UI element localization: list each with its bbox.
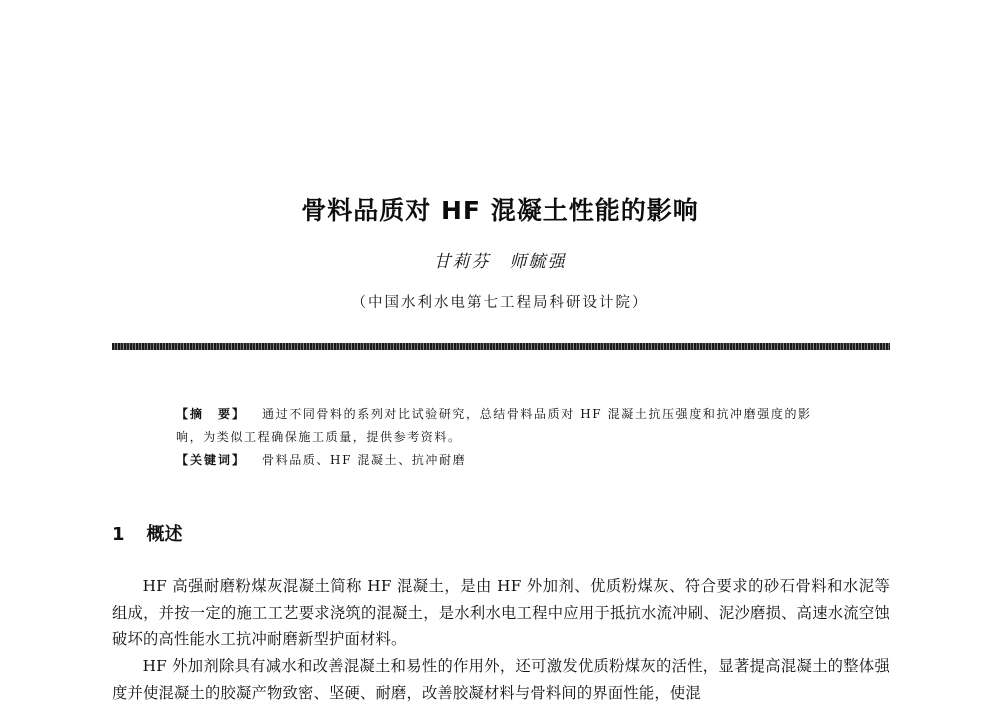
section-number: 1 [112, 524, 125, 545]
keywords-paragraph [176, 449, 836, 472]
paper-authors: 甘莉芬 师毓强 [433, 252, 567, 272]
section-title: 概述 [146, 524, 183, 545]
section-heading [112, 520, 183, 546]
body-paragraph: HF 外加剂除具有减水和改善混凝土和易性的作用外，还可激发优质粉煤灰的活性，显著提高混凝土的整体强度并使混凝土的胶凝产物致密、坚硬、耐磨，改善胶凝材料与骨料间的界面性能，使混 [112, 657, 890, 702]
paper-title: 骨料品质对 HF 混凝土性能的影响 [301, 196, 699, 225]
section-body [112, 573, 890, 707]
abstract-text: 通过不同骨料的系列对比试验研究，总结骨料品质对 HF 混凝土抗压强度和抗冲磨强度的影响，为类似工程确保施工质量，提供参考资料。 [176, 407, 812, 444]
header-divider-rule [112, 343, 890, 350]
keywords-label: 【关键词】 [176, 453, 247, 467]
abstract-paragraph [176, 403, 836, 449]
abstract-label: 【摘 要】 [176, 407, 247, 421]
paper-affiliation: （中国水利水电第七工程局科研设计院） [351, 295, 649, 311]
body-paragraph: HF 高强耐磨粉煤灰混凝土简称 HF 混凝土，是由 HF 外加剂、优质粉煤灰、符合要求的砂石骨料和水泥等组成，并按一定的施工工艺要求浇筑的混凝土，是水利水电工程中应用于抵抗水流冲刷、泥沙磨损、高速水流空蚀破坏的高性能水工抗冲耐磨新型护面材料。 [112, 577, 890, 649]
keywords-text: 骨料品质、HF 混凝土、抗冲耐磨 [262, 453, 467, 467]
abstract-block [176, 403, 836, 472]
